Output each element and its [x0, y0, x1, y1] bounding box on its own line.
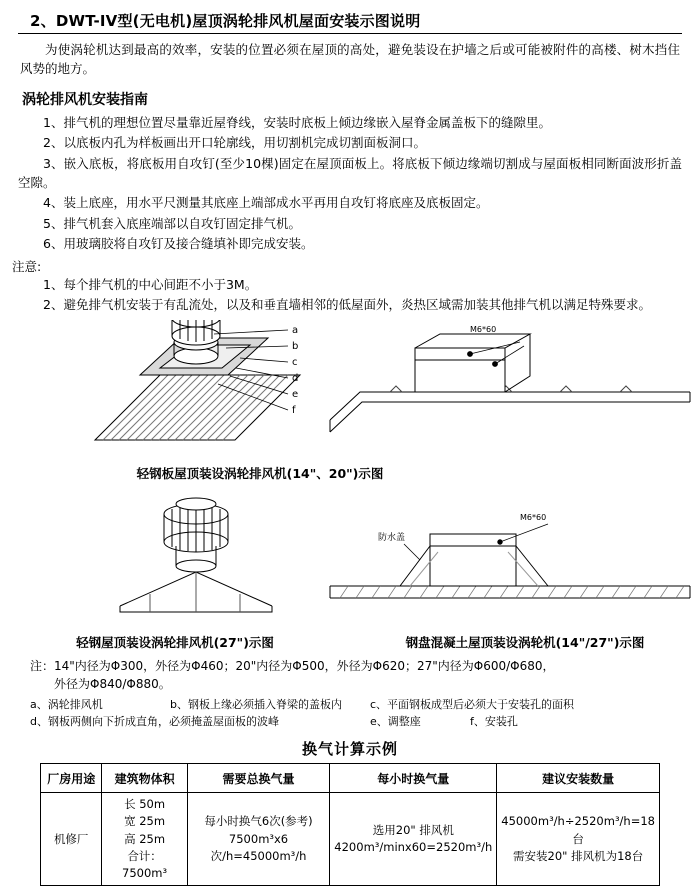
legend-d: d、钢板两侧向下折成直角，必须掩盖屋面板的波峰 [30, 714, 279, 728]
volume-length: 长 50m [124, 797, 166, 812]
spec-note [30, 657, 670, 693]
list-item: 4、装上底座，用水平尺测量其底座上端部成水平再用自攻钉将底座及底板固定。 [43, 195, 489, 211]
figure-diagram-27-and-concrete [0, 494, 700, 629]
volume-width: 宽 25m [124, 814, 166, 829]
volume-height: 高 25m [124, 831, 166, 846]
table-header-hourly-air: 每小时换气量 [330, 764, 497, 793]
figure-row-top [0, 320, 700, 470]
table-row [41, 793, 660, 886]
table-header-total-air: 需要总换气量 [187, 764, 330, 793]
list-item: 6、用玻璃胶将自攻钉及接合缝填补即完成安装。 [43, 236, 314, 251]
total-air-line-2: 7500m³x6次/h=45000m³/h [210, 831, 307, 863]
document-page [0, 10, 700, 881]
figure-row-bottom [0, 494, 700, 629]
cell-total-air [187, 793, 330, 886]
list-item: 5、排气机套入底座端部以自攻钉固定排气机。 [43, 215, 301, 231]
legend-a: a、涡轮排风机 [30, 698, 103, 712]
cell-use: 机修厂 [41, 793, 102, 886]
figure-label-b: b [292, 341, 299, 353]
list-item: 1、每个排气机的中心间距不小于3M。 [43, 277, 258, 293]
figure-waterproof-label: 防水盖 [378, 533, 406, 544]
list-item: 2、避免排气机安装于有乱流处，以及和垂直墙相邻的低屋面外，炎热区域需加装其他排气机以满足特殊要求。 [43, 296, 651, 312]
figure-caption-2: 轻钢屋顶装设涡轮排风机(27")示图 [76, 635, 274, 651]
legend-c: c、平面钢板成型后必须大于安装孔的面积 [370, 698, 575, 712]
hourly-air-line-2: 4200m³/minx60=2520m³/h [334, 840, 493, 855]
legend-b: b、钢板上缘必须插入脊梁的盖板内 [170, 698, 342, 712]
section-title-install-guide: 涡轮排风机安装指南 [22, 91, 148, 108]
cell-volume [102, 793, 187, 886]
cell-hourly-air [330, 793, 497, 886]
ventilation-calc-table [40, 763, 660, 886]
spec-note-line-2: 外径为Φ840/Φ880。 [54, 677, 171, 692]
figure-legend [30, 697, 670, 730]
hourly-air-line-1: 选用20" 排风机 [372, 823, 454, 837]
table-header-volume: 建筑物体积 [102, 764, 187, 793]
table-header-row [41, 764, 660, 793]
total-air-line-1: 每小时换气6次(参考) [204, 814, 313, 829]
table-header-use: 厂房用途 [41, 764, 102, 793]
figure-caption-1: 轻钢板屋顶装设涡轮排风机(14"、20")示图 [136, 466, 384, 482]
list-item: 1、排气机的理想位置尽量靠近屋脊线，安装时底板上倾边缘嵌入屋脊金属盖板下的缝隙里。 [43, 114, 551, 130]
figure-bolt-label: M6*60 [470, 325, 497, 335]
page-title: 2、DWT-IV型(无电机)屋顶涡轮排风机屋面安装示图说明 [30, 12, 421, 30]
list-item: 2、以底板内孔为样板画出开口轮廓线，用切割机完成切割面板洞口。 [43, 135, 426, 151]
notice-label: 注意: [12, 259, 42, 275]
figure-label-a: a [292, 325, 299, 337]
figure-bolt-label-2: M6*60 [520, 513, 547, 523]
table-title: 换气计算示例 [301, 740, 398, 759]
install-step-list [18, 113, 682, 254]
figure-caption-3: 钢盘混凝土屋顶装设涡轮机(14"/27")示图 [405, 635, 645, 651]
title-divider [18, 33, 682, 34]
figure-label-d: d [292, 373, 299, 385]
spec-note-line-1: 注：14"内径为Φ300，外径为Φ460；20"内径为Φ500，外径为Φ620；27"内径为Φ600/Φ680， [30, 659, 555, 674]
qty-line-2: 需安装20" 排风机为18台 [513, 848, 644, 863]
notice-list [18, 275, 682, 314]
figure-caption-row [0, 633, 700, 651]
volume-total: 合计：7500m³ [122, 848, 168, 881]
figure-label-f: f [292, 405, 296, 417]
list-item: 3、嵌入底板，将底板用自攻钉(至少10棵)固定在屋顶面板上。将底板下倾边缘端切割成与屋面板相同断面波形折盖空隙。 [18, 155, 682, 190]
figure-diagram-roof-install [0, 320, 700, 470]
legend-f: f、安装孔 [470, 714, 518, 728]
legend-e: e、调整座 [370, 714, 421, 728]
table-header-qty: 建议安装数量 [497, 764, 660, 793]
qty-line-1: 45000m³/h÷2520m³/h=18台 [501, 814, 655, 846]
figure-label-c: c [292, 357, 298, 369]
intro-paragraph: 为使涡轮机达到最高的效率，安装的位置必须在屋顶的高处，避免装设在护墙之后或可能被附件的高楼、树木挡住风势的地方。 [20, 42, 680, 77]
figure-label-e: e [292, 389, 299, 401]
cell-qty [497, 793, 660, 886]
